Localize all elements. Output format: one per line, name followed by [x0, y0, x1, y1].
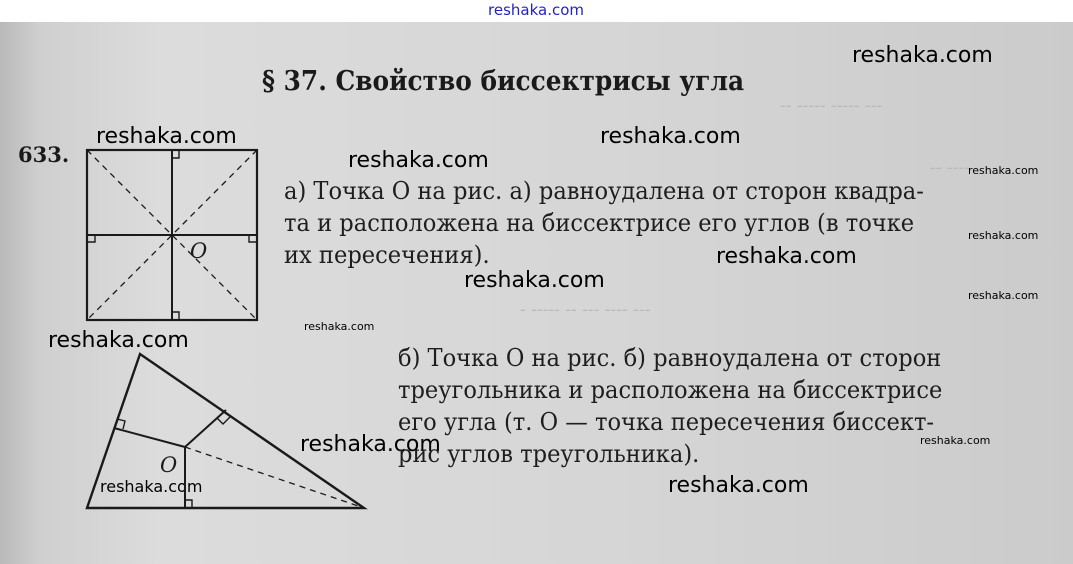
watermark: reshaka.com	[920, 434, 991, 447]
text-line: его угла (т. О — точка пересечения биссект-	[398, 408, 935, 436]
bleed-through-text: - ----- -- --- ---- ---	[520, 300, 651, 320]
figure-a-square	[80, 143, 265, 328]
watermark: reshaka.com	[100, 477, 203, 496]
right-angle-mark	[217, 417, 230, 424]
watermark: reshaka.com	[716, 244, 857, 269]
right-angle-mark	[172, 312, 179, 320]
right-angle-mark	[87, 235, 95, 242]
watermark: reshaka.com	[968, 229, 1039, 242]
text-line: та и расположена на биссектрисе его углов (в точке	[284, 209, 915, 237]
bleed-through-text: -- ----- ----- ---	[780, 96, 883, 116]
bleed-through-text: -- ----	[930, 158, 970, 178]
text-line: треугольника и расположена на биссектрисе	[398, 376, 943, 404]
watermark: reshaka.com	[96, 124, 237, 149]
watermark: reshaka.com	[304, 320, 375, 333]
bisector-dashed	[185, 447, 364, 508]
right-angle-mark	[185, 500, 192, 508]
right-angle-mark	[172, 150, 179, 158]
text-line: их пересечения).	[284, 241, 490, 269]
point-o-label: O	[160, 453, 178, 477]
section-heading: § 37. Свойство биссектрисы угла	[262, 66, 745, 97]
point-o-label: O	[190, 239, 208, 263]
watermark: reshaka.com	[48, 328, 189, 353]
watermark: reshaka.com	[348, 148, 489, 173]
part-a-text	[284, 175, 924, 271]
text-line: рис углов треугольника).	[398, 440, 700, 468]
text-line: б) Точка О на рис. б) равноудалена от сторон	[398, 344, 942, 372]
watermark: reshaka.com	[668, 473, 809, 498]
figure-b-triangle	[82, 348, 372, 518]
perpendicular-left	[114, 428, 185, 447]
part-b-text	[398, 342, 942, 470]
watermark: reshaka.com	[300, 432, 441, 457]
right-angle-mark	[249, 235, 257, 242]
watermark: reshaka.com	[464, 268, 605, 293]
watermark: reshaka.com	[852, 43, 993, 68]
watermark: reshaka.com	[600, 124, 741, 149]
text-line: а) Точка О на рис. а) равноудалена от сторон квадра-	[284, 177, 924, 205]
watermark: reshaka.com	[488, 1, 584, 19]
watermark: reshaka.com	[968, 289, 1039, 302]
watermark: reshaka.com	[968, 164, 1039, 177]
problem-number: 633.	[18, 142, 70, 167]
perpendicular-right	[185, 410, 226, 447]
